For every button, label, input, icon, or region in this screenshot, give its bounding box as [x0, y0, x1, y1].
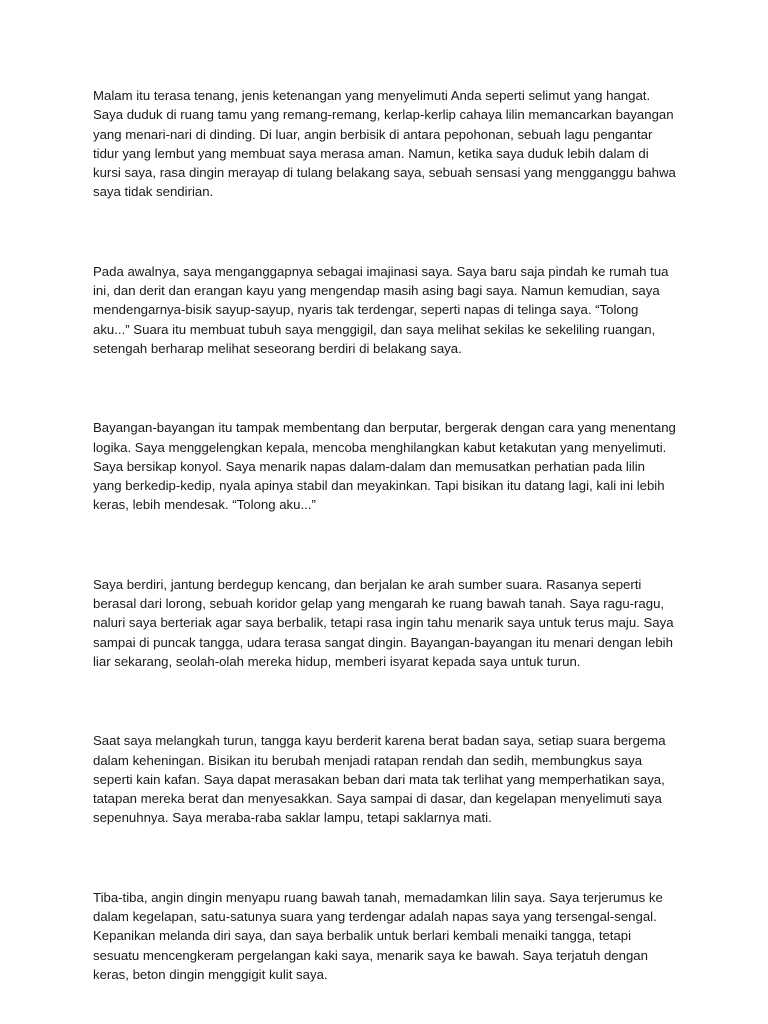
paragraph-1: Malam itu terasa tenang, jenis ketenangan yang menyelimuti Anda seperti selimut yang hangat. Saya duduk di ruang tamu yang remang-remang, kerlap-kerlip cahaya lilin memancarkan bayangan yang menari-nari di dinding. Di luar, angin berbisik di antara pepohonan, sebuah lagu pengantar tidur yang lembut yang membuat saya merasa aman. Namun, ketika saya duduk lebih dalam di kursi saya, rasa dingin merayap di tulang belakang saya, sebuah sensasi yang mengganggu bahwa saya tidak sendirian. [93, 88, 676, 200]
paragraph-4: Saya berdiri, jantung berdegup kencang, dan berjalan ke arah sumber suara. Rasanya seperti berasal dari lorong, sebuah koridor gelap yang mengarah ke ruang bawah tanah. Saya ragu-ragu, naluri saya berteriak agar saya berbalik, tetapi rasa ingin tahu menarik saya untuk terus maju. Saya sampai di puncak tangga, udara terasa sangat dingin. Bayangan-bayangan itu menari dengan lebih liar sekarang, seolah-olah mereka hidup, memberi isyarat kepada saya untuk turun. [93, 576, 674, 669]
paragraph-2: Pada awalnya, saya menganggapnya sebagai imajinasi saya. Saya baru saja pindah ke rumah tua ini, dan derit dan erangan kayu yang mengendap masih asing bagi saya. Namun kemudian, saya mendengarnya-bisik sayup-sayup, nyaris tak terdengar, seperti napas di telinga saya. “Tolong aku...” Suara itu membuat tubuh saya menggigil, dan saya melihat sekilas ke sekeliling ruangan, setengah berharap melihat seseorang berdiri di belakang saya. [93, 263, 669, 356]
paragraph-5: Saat saya melangkah turun, tangga kayu berderit karena berat badan saya, setiap suara bergema dalam keheningan. Bisikan itu berubah menjadi ratapan rendah dan sedih, membungkus saya seperti kain kafan. Saya dapat merasakan beban dari mata tak terlihat yang memperhatikan saya, tatapan mereka berat dan menyesakkan. Saya sampai di dasar, dan kegelapan menyelimuti saya sepenuhnya. Saya meraba-raba saklar lampu, tetapi saklarnya mati. [93, 733, 666, 826]
paragraph-3: Bayangan-bayangan itu tampak membentang dan berputar, bergerak dengan cara yang menentang logika. Saya menggelengkan kepala, mencoba menghilangkan kabut ketakutan yang menyelimuti. Saya bersikap konyol. Saya menarik napas dalam-dalam dan memusatkan perhatian pada lilin yang berkedip-kedip, nyala apinya stabil dan meyakinkan. Tapi bisikan itu datang lagi, kali ini lebih keras, lebih mendesak. “Tolong aku...” [93, 420, 676, 513]
paragraph-6: Tiba-tiba, angin dingin menyapu ruang bawah tanah, memadamkan lilin saya. Saya terjerumus ke dalam kegelapan, satu-satunya suara yang terdengar adalah napas saya yang tersengal-sengal. Kepanikan melanda diri saya, dan saya berbalik untuk berlari kembali menaiki tangga, tetapi sesuatu mencengkeram pergelangan kaki saya, menarik saya ke bawah. Saya terjatuh dengan keras, beton dingin menggigit kulit saya. [93, 889, 663, 982]
document-body [93, 86, 677, 984]
